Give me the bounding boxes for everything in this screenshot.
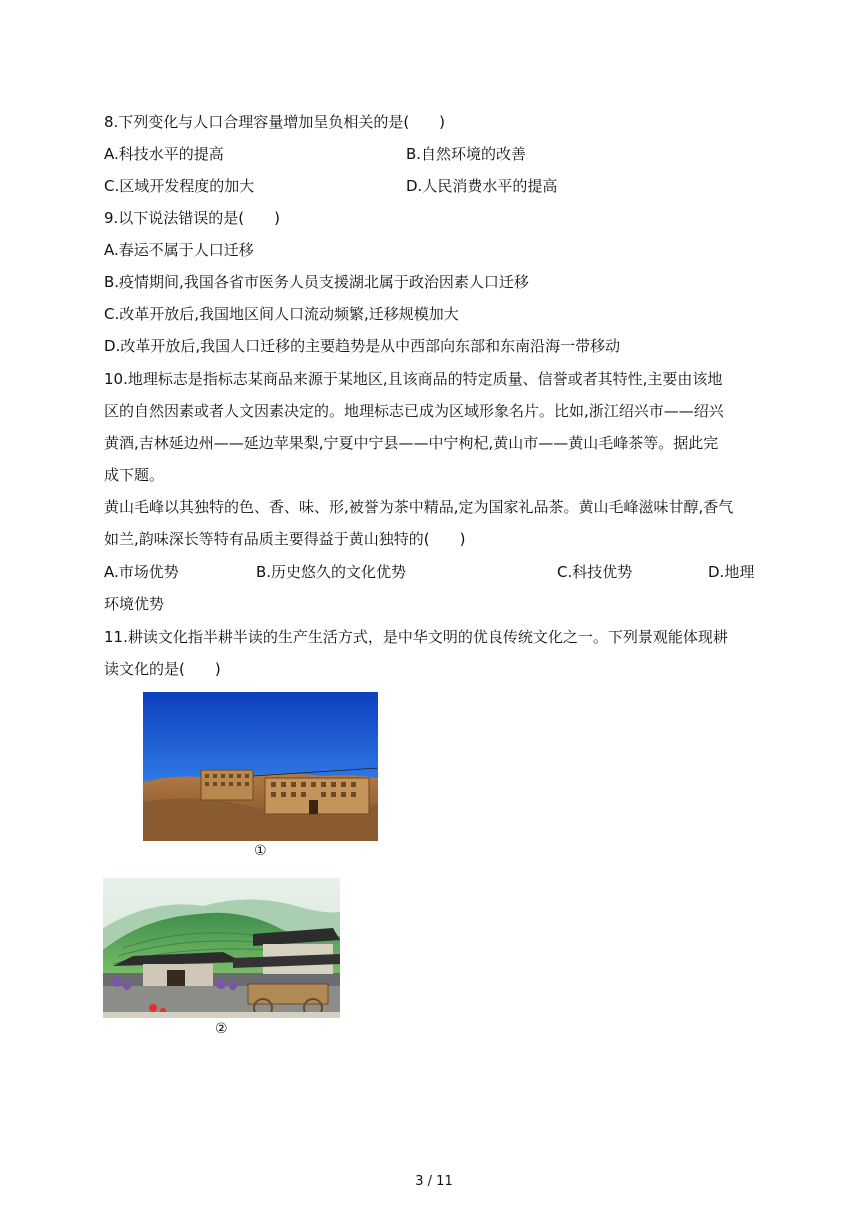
q9-stem: 9.以下说法错误的是( ) [104,209,281,227]
q10-option-c: C.科技优势 [557,563,633,581]
q10-intro-line-3: 黄酒,吉林延边州——延边苹果梨,宁夏中宁县——中宁枸杞,黄山市——黄山毛峰茶等。据此完 [104,434,719,452]
q10-option-b: B.历史悠久的文化优势 [256,563,407,581]
q10-stem-line-1: 黄山毛峰以其独特的色、香、味、形,被誉为茶中精品,定为国家礼品茶。黄山毛峰滋味甘醇,香气 [104,498,734,516]
page-number: 3 / 11 [415,1174,453,1189]
cave-dwelling-illustration [143,692,378,841]
q10-stem-line-2: 如兰,韵味深长等特有品质主要得益于黄山独特的( ) [104,530,466,548]
q8-option-a: A.科技水平的提高 [104,145,224,163]
q8-option-b: B.自然环境的改善 [406,145,527,163]
image-1-caption: ① [254,843,267,859]
landscape-image-2 [103,878,340,1018]
q8-option-c: C.区域开发程度的加大 [104,177,255,195]
q10-option-d: D.地理 [708,563,755,581]
image-2-caption: ② [215,1021,228,1037]
q11-stem-line-1: 11.耕读文化指半耕半读的生产生活方式，是中华文明的优良传统文化之一。下列景观能体现耕 [104,628,728,646]
landscape-image-1 [143,692,378,841]
q10-intro-line-2: 区的自然因素或者人文因素决定的。地理标志已成为区域形象名片。比如,浙江绍兴市——绍兴 [104,402,724,420]
q9-option-b: B.疫情期间,我国各省市医务人员支援湖北属于政治因素人口迁移 [104,273,529,291]
q10-intro-line-1: 10.地理标志是指标志某商品来源于某地区,且该商品的特定质量、信誉或者其特性,主要由该地 [104,370,723,388]
farm-study-illustration [103,878,340,1018]
q10-option-d-wrap: 环境优势 [104,595,165,613]
q10-option-a: A.市场优势 [104,563,179,581]
q8-option-d: D.人民消费水平的提高 [406,177,558,195]
q9-option-a: A.春运不属于人口迁移 [104,241,254,259]
q9-option-d: D.改革开放后,我国人口迁移的主要趋势是从中西部向东部和东南沿海一带移动 [104,337,621,355]
q8-stem: 8.下列变化与人口合理容量增加呈负相关的是( ) [104,113,446,131]
q10-intro-line-4: 成下题。 [104,466,165,484]
q9-option-c: C.改革开放后,我国地区间人口流动频繁,迁移规模加大 [104,305,459,323]
q11-stem-line-2: 读文化的是( ) [104,660,221,678]
